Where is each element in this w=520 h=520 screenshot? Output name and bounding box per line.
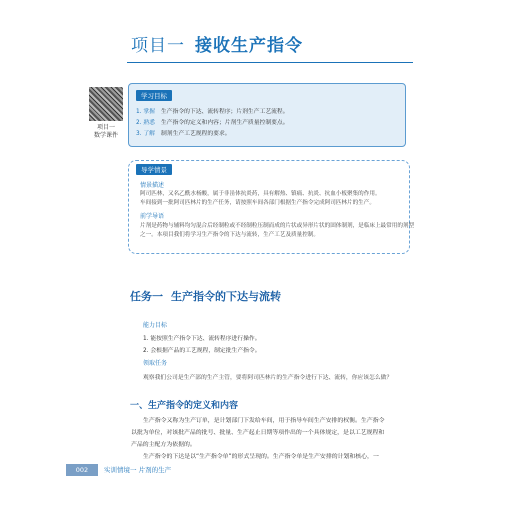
- scenario-line: 阿司匹林，又名乙酰水杨酸，属于非甾体抗炎药，具有解热、镇痛、抗炎、抗血小板聚集的作用。: [140, 191, 381, 197]
- objective-text: 制剂生产工艺规程的要求。: [160, 131, 231, 137]
- scenario-line: 车间接到一批阿司匹林片的生产任务，请按照车间各部门根据生产指令完成阿司匹林片的生产。: [140, 200, 375, 206]
- qr-code-image[interactable]: [89, 87, 123, 121]
- objective-key: 1. 掌握: [136, 109, 155, 115]
- objective-row: [136, 106, 289, 115]
- guide-tag: 导学情景: [136, 164, 172, 175]
- task-name: 生产指令的下达与流转: [171, 290, 281, 303]
- project-name: 接收生产指令: [195, 36, 303, 56]
- qr-caption-line1: 项目一: [96, 124, 115, 131]
- scenario-label: 情景描述: [140, 182, 165, 189]
- body-line: 生产指令又称为生产订单，是计划部门下发给车间，用于指导车间生产安排的权衡。生产指令: [143, 418, 385, 424]
- objective-row: [136, 117, 289, 126]
- objective-row: [136, 128, 231, 137]
- page-number: 002: [66, 464, 98, 476]
- learning-objectives-tag: 学习目标: [136, 90, 172, 101]
- qr-caption: [83, 124, 129, 140]
- ability-item: 2. 会根据产品的工艺规程，制定批生产指令。: [143, 348, 261, 354]
- objective-text: 生产指令的下达、流转程序；片剂生产工艺流程。: [160, 109, 289, 115]
- body-line: 生产指令的下达是以“生产指令单”的形式呈现的。生产指令单是生产安排的计划和核心，一: [143, 454, 379, 460]
- objective-key: 3. 了解: [136, 131, 155, 137]
- body-line: 以批为单位，对该批产品的批号、批量、生产起止日期等项作出的一个具体规定，是以工艺规程和: [131, 430, 385, 436]
- ability-label: 能力目标: [143, 322, 168, 329]
- study-label: 前学导语: [140, 213, 165, 220]
- study-line: 片剂是药物与辅料均匀混合后经制粒或不经制粒压制而成的片状或异形片状的固体制剂，是临床上最常用的剂型: [140, 223, 415, 229]
- footer-section: 实训情境一 片剂的生产: [104, 466, 172, 474]
- body-line: 产品的主配方为依据的。: [131, 442, 196, 448]
- section-title: 一、生产指令的定义和内容: [130, 401, 239, 411]
- study-line: 之一。本项目我们将学习生产指令的下达与流转，生产工艺及质量控制。: [140, 232, 320, 238]
- task-label: 任务一: [130, 290, 163, 303]
- project-label: 项目一: [131, 36, 185, 56]
- qr-caption-line2: 数学课件: [93, 132, 118, 139]
- project-title: [131, 31, 303, 56]
- task-title: [130, 288, 281, 304]
- objective-key: 2. 熟悉: [136, 120, 155, 126]
- objective-text: 生产指令的定义和内容；片剂生产质量控制要点。: [160, 120, 289, 126]
- ability-item: 1. 能按照生产指令下达、流转程序进行操作。: [143, 336, 261, 342]
- header-divider: [127, 62, 413, 63]
- task-intro: 观察我们公司是生产部的生产主管，要将阿司匹林片的生产指令进行下达、流转，你应该怎么做？: [143, 375, 393, 381]
- task-receive-label: 领取任务: [143, 360, 168, 367]
